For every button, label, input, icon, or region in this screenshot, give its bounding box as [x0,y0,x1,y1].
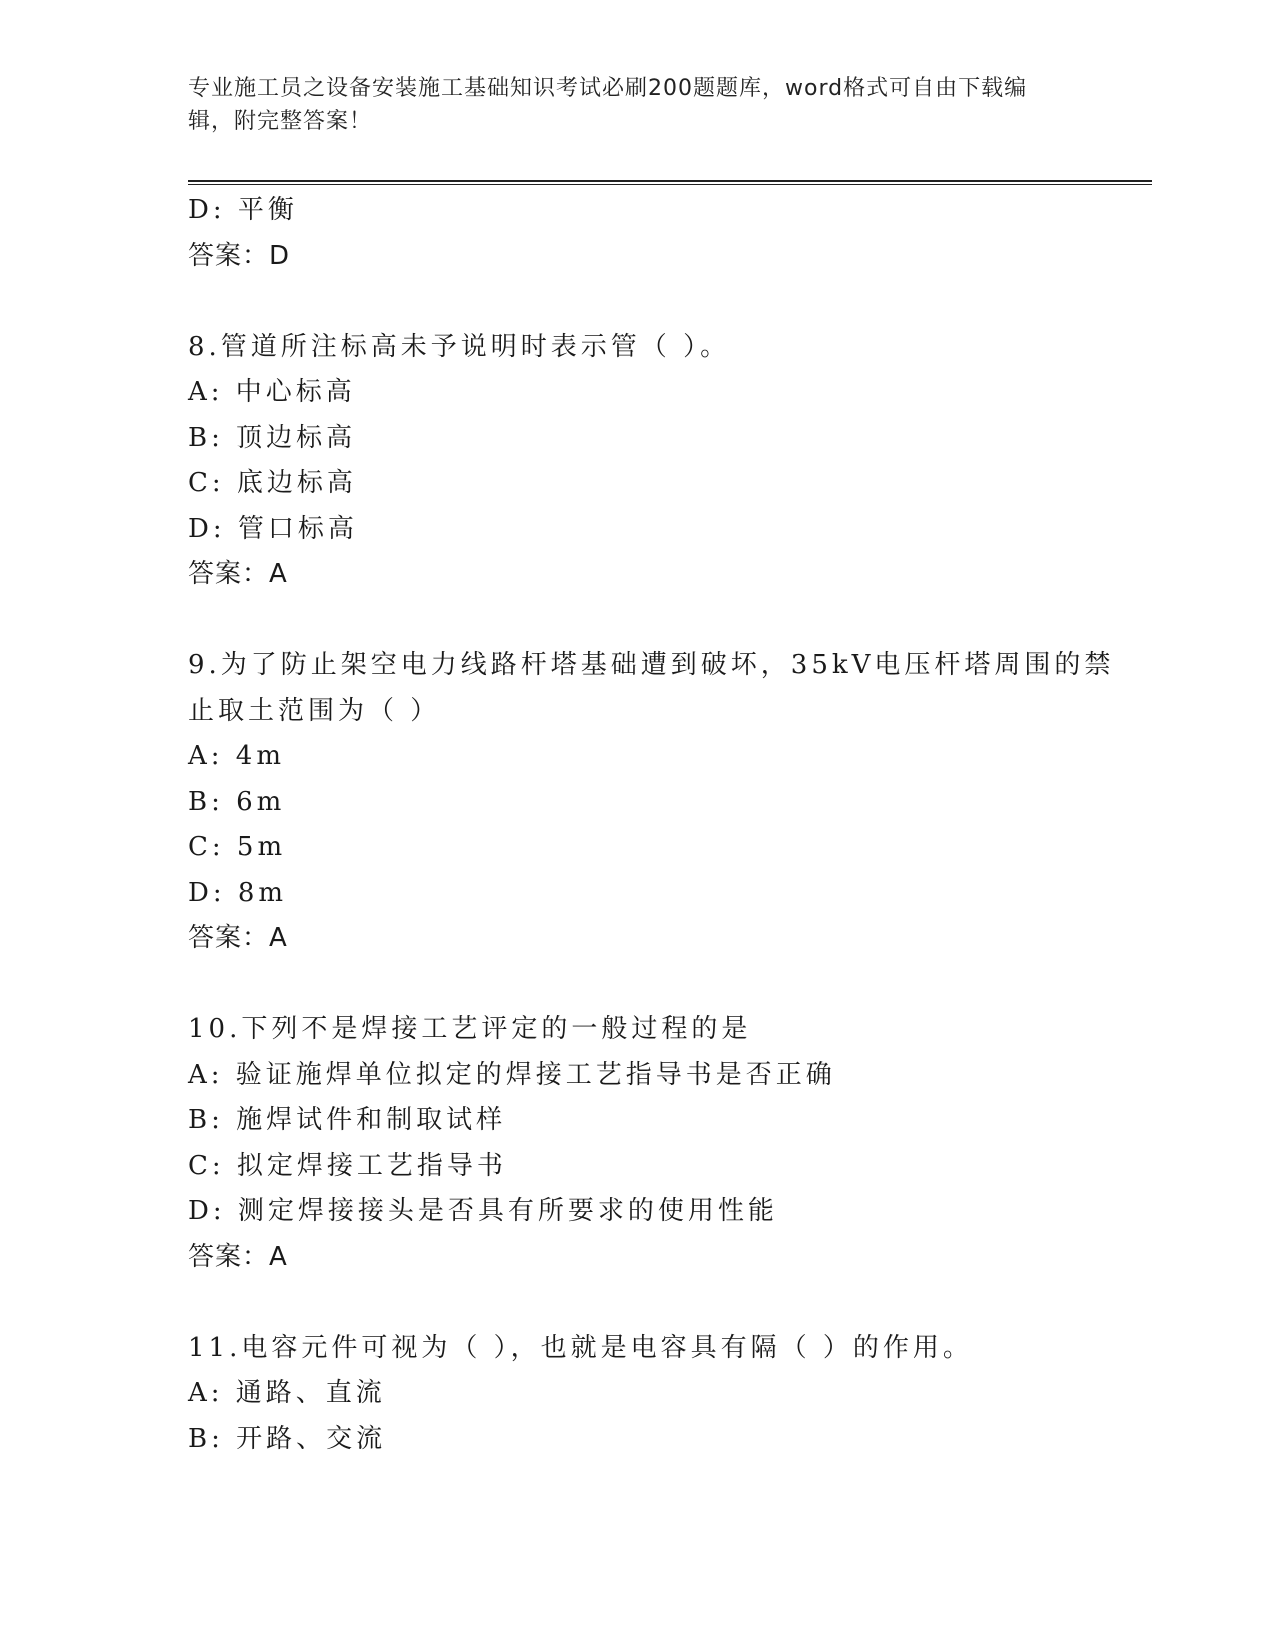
answer-line: 答案：A [188,559,288,589]
option-a: A: 4m [188,741,285,771]
spacer [188,1280,1088,1326]
spacer [188,279,1088,325]
question-stem-line-2: 止取土范围为（ ） [188,695,441,726]
spacer [188,962,1088,1008]
option-d: D: 8m [188,877,288,908]
option-b: B: 开路、交流 [188,1423,387,1454]
option-d: D: 测定焊接接头是否具有所要求的使用性能 [188,1196,778,1226]
answer-line: 答案：A [188,923,288,953]
question-list [188,188,1115,1462]
answer-line: 答案：A [188,1241,288,1272]
header-rule-thick [188,180,1152,182]
question-stem: 11.电容元件可视为（ ），也就是电容具有隔（ ）的作用。 [188,1332,973,1363]
document-header-title: 专业施工员之设备安装施工基础知识考试必刷200题题库，word格式可自由下载编辑，附完整答案！ [188,76,1028,134]
option-a: A: 通路、直流 [188,1378,386,1408]
option-a: A: 中心标高 [188,377,356,407]
header-rule-thin [188,184,1152,185]
spacer [188,598,1088,644]
option-b: B: 施焊试件和制取试样 [188,1105,507,1135]
answer-line: 答案：D [188,240,291,271]
question-stem-line-1: 9.为了防止架空电力线路杆塔基础遭到破坏，35kV电压杆塔周围的禁 [188,650,1115,680]
option-d: D: 平衡 [188,195,298,225]
question-stem: 8.管道所注标高未予说明时表示管（ ）。 [188,331,731,362]
option-a: A: 验证施焊单位拟定的焊接工艺指导书是否正确 [188,1059,836,1090]
option-c: C: 拟定焊接工艺指导书 [188,1150,507,1181]
option-c: C: 5m [188,832,287,862]
option-d: D: 管口标高 [188,513,358,544]
question-stem: 10.下列不是焊接工艺评定的一般过程的是 [188,1014,752,1044]
option-c: C: 底边标高 [188,468,357,498]
option-b: B: 顶边标高 [188,422,357,453]
option-b: B: 6m [188,786,286,817]
